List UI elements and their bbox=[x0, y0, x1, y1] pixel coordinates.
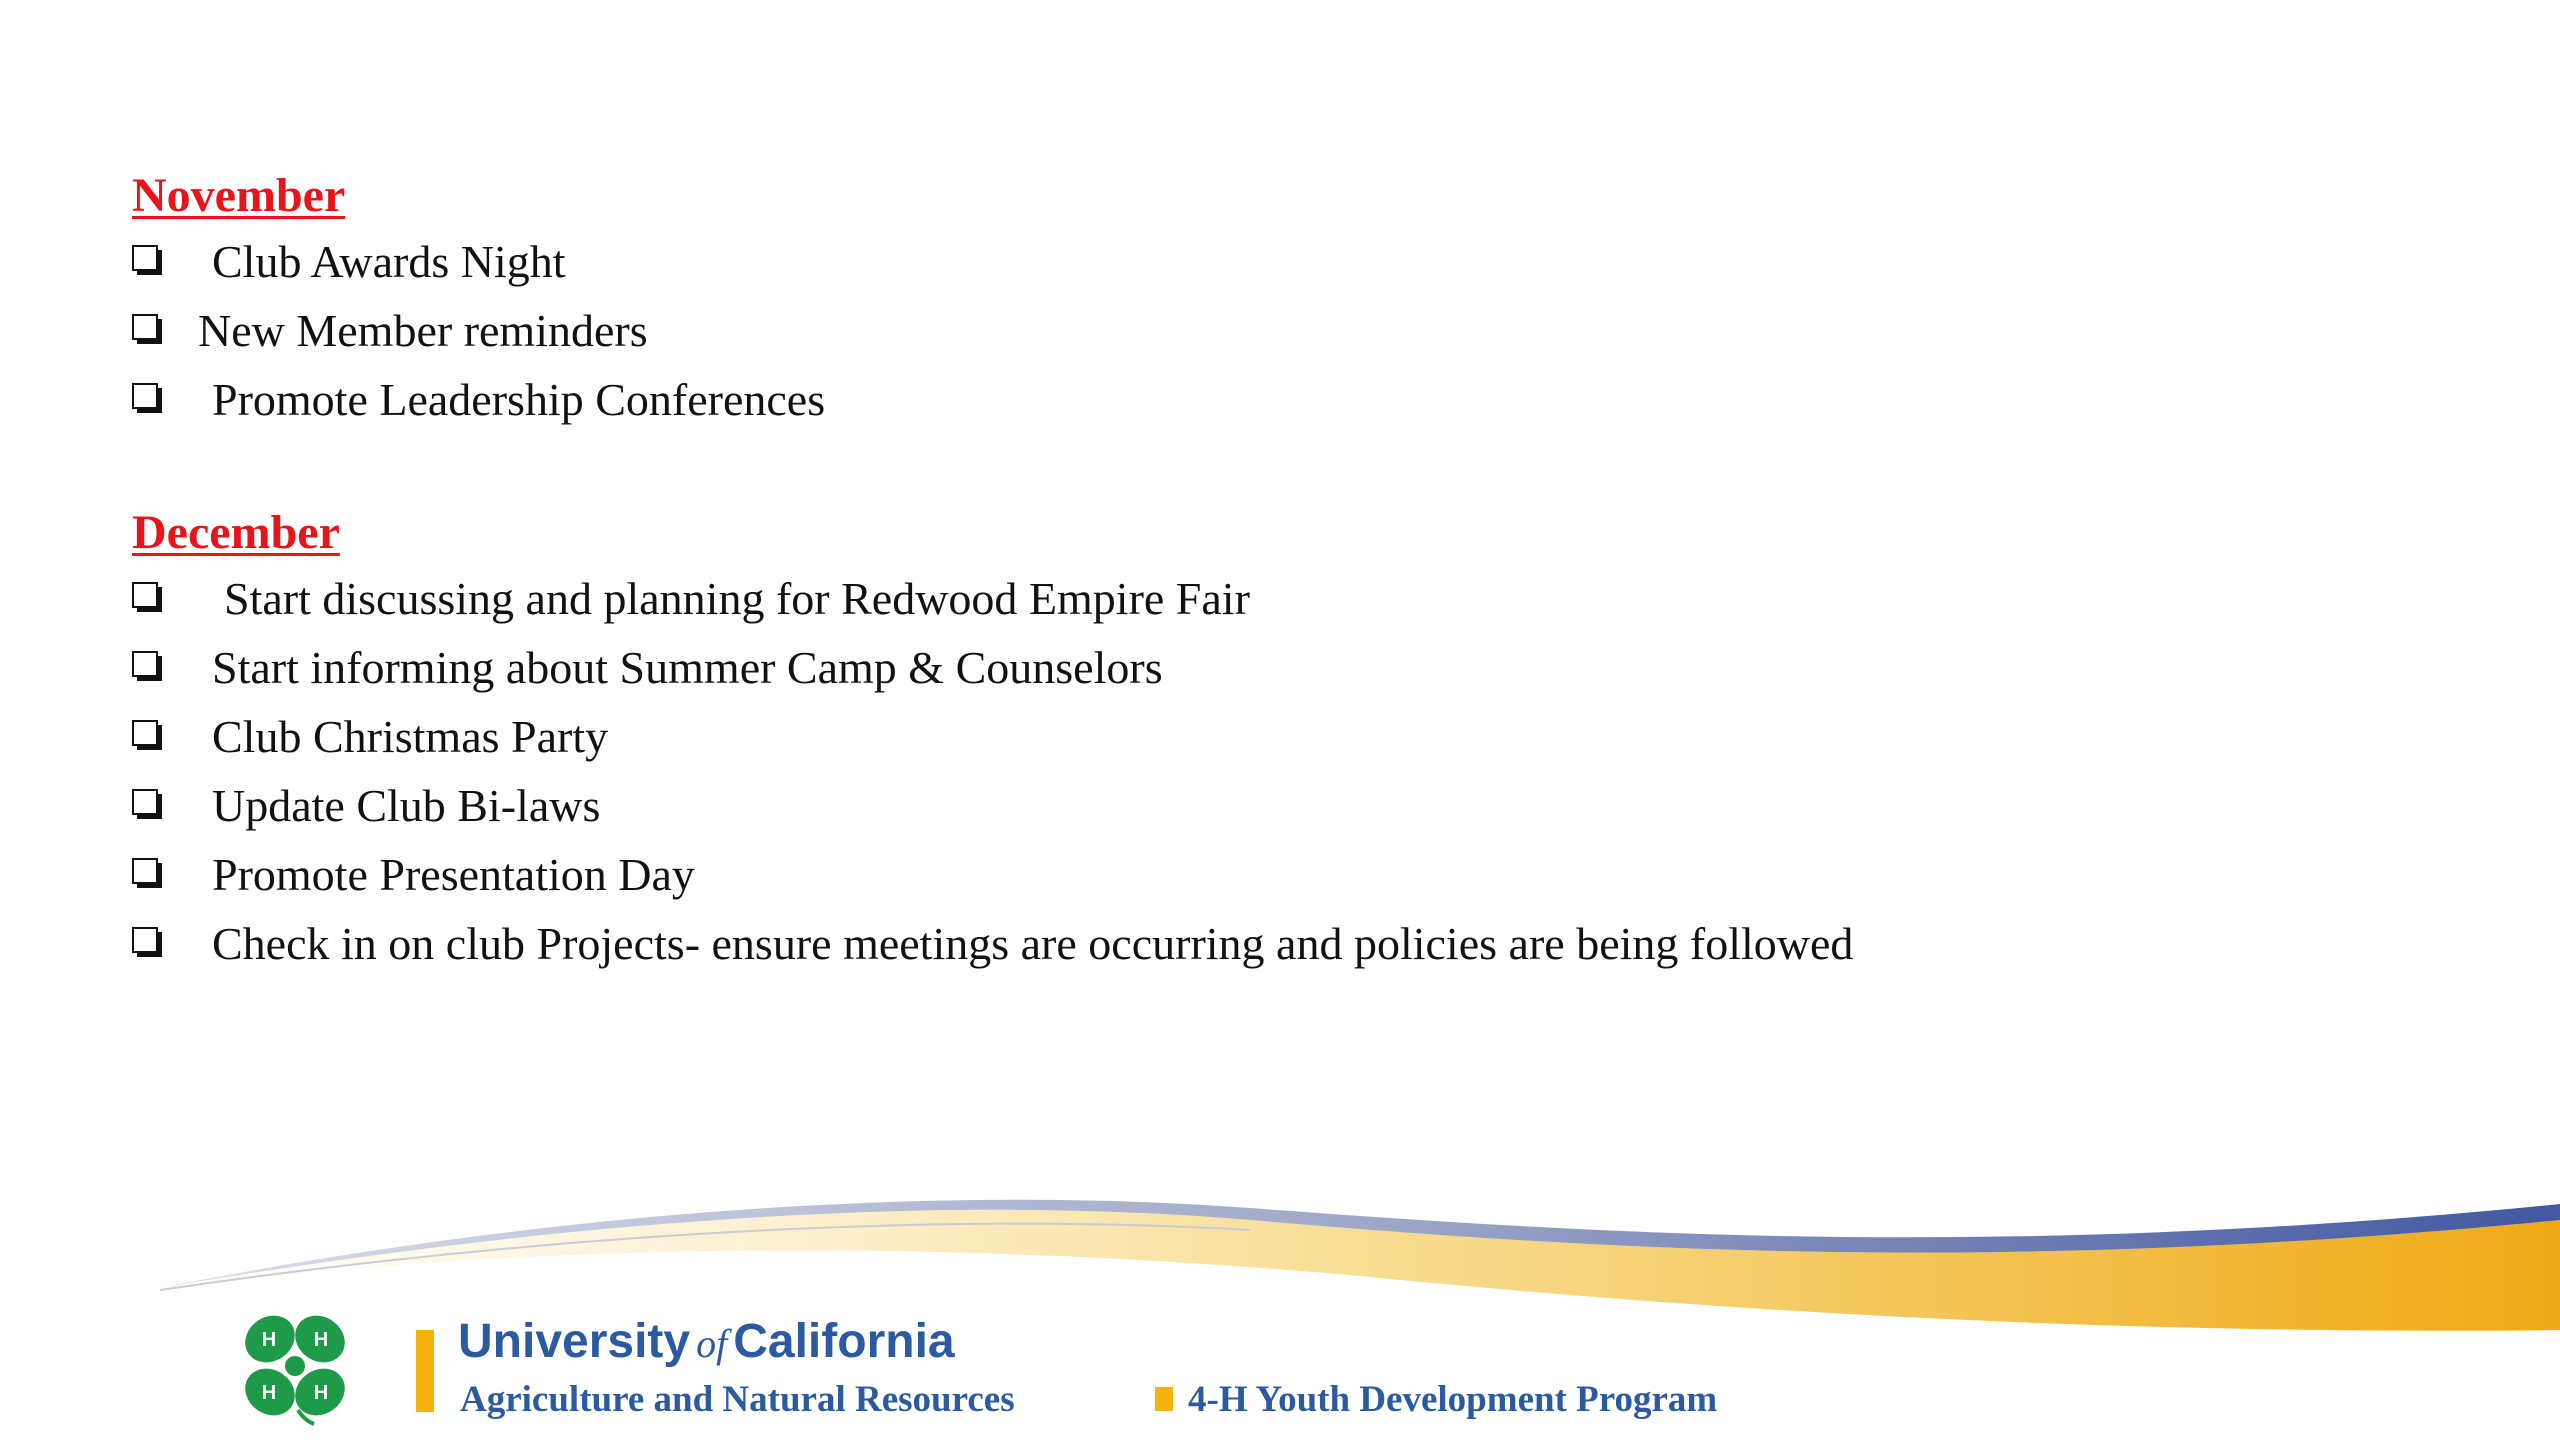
list-item bbox=[132, 633, 2432, 702]
list-item bbox=[132, 702, 2432, 771]
clover-h-letter: H bbox=[313, 1382, 329, 1404]
program-name: 4-H Youth Development Program bbox=[1188, 1379, 1718, 1420]
university-title-of: of bbox=[696, 1321, 728, 1366]
list-item-text: New Member reminders bbox=[198, 305, 648, 356]
november-list bbox=[132, 227, 2432, 434]
list-item-text: Start informing about Summer Camp & Counselors bbox=[212, 642, 1163, 693]
list-item-text: Promote Leadership Conferences bbox=[212, 374, 826, 425]
list-item-text: Check in on club Projects- ensure meetings are occurring and policies are being followed bbox=[212, 918, 1854, 969]
program-bullet-square bbox=[1155, 1387, 1173, 1411]
checkbox-bullet-icon bbox=[132, 383, 160, 411]
list-item-text: Promote Presentation Day bbox=[212, 849, 695, 900]
checkbox-bullet-icon bbox=[132, 245, 160, 273]
section-heading-november: November bbox=[132, 169, 346, 222]
clover-h-letter: H bbox=[261, 1382, 277, 1404]
clover-h-letter: H bbox=[261, 1329, 277, 1351]
list-item-text: Club Awards Night bbox=[212, 236, 566, 287]
clover-h-letter: H bbox=[313, 1329, 329, 1351]
list-item bbox=[132, 909, 2432, 978]
division-name: Agriculture and Natural Resources bbox=[460, 1379, 1015, 1420]
list-item bbox=[132, 840, 2432, 909]
list-item-text: Start discussing and planning for Redwood Empire Fair bbox=[224, 573, 1250, 624]
university-title bbox=[458, 1312, 955, 1374]
december-list bbox=[132, 564, 2432, 978]
list-item-text: Update Club Bi-laws bbox=[212, 780, 601, 831]
list-item-text: Club Christmas Party bbox=[212, 711, 609, 762]
list-item bbox=[132, 365, 2432, 434]
list-item bbox=[132, 227, 2432, 296]
uc-accent-bar bbox=[416, 1330, 434, 1412]
checkbox-bullet-icon bbox=[132, 720, 160, 748]
four-h-clover-icon bbox=[222, 1306, 368, 1426]
slide-content bbox=[132, 165, 2432, 978]
university-title-a: University bbox=[458, 1315, 691, 1368]
list-item bbox=[132, 771, 2432, 840]
checkbox-bullet-icon bbox=[132, 314, 160, 342]
checkbox-bullet-icon bbox=[132, 789, 160, 817]
checkbox-bullet-icon bbox=[132, 582, 160, 610]
checkbox-bullet-icon bbox=[132, 927, 160, 955]
university-title-b: California bbox=[733, 1315, 955, 1368]
list-item bbox=[132, 564, 2432, 633]
footer-swoosh bbox=[0, 1190, 2560, 1350]
checkbox-bullet-icon bbox=[132, 858, 160, 886]
section-heading-december: December bbox=[132, 506, 340, 559]
checkbox-bullet-icon bbox=[132, 651, 160, 679]
list-item bbox=[132, 296, 2432, 365]
